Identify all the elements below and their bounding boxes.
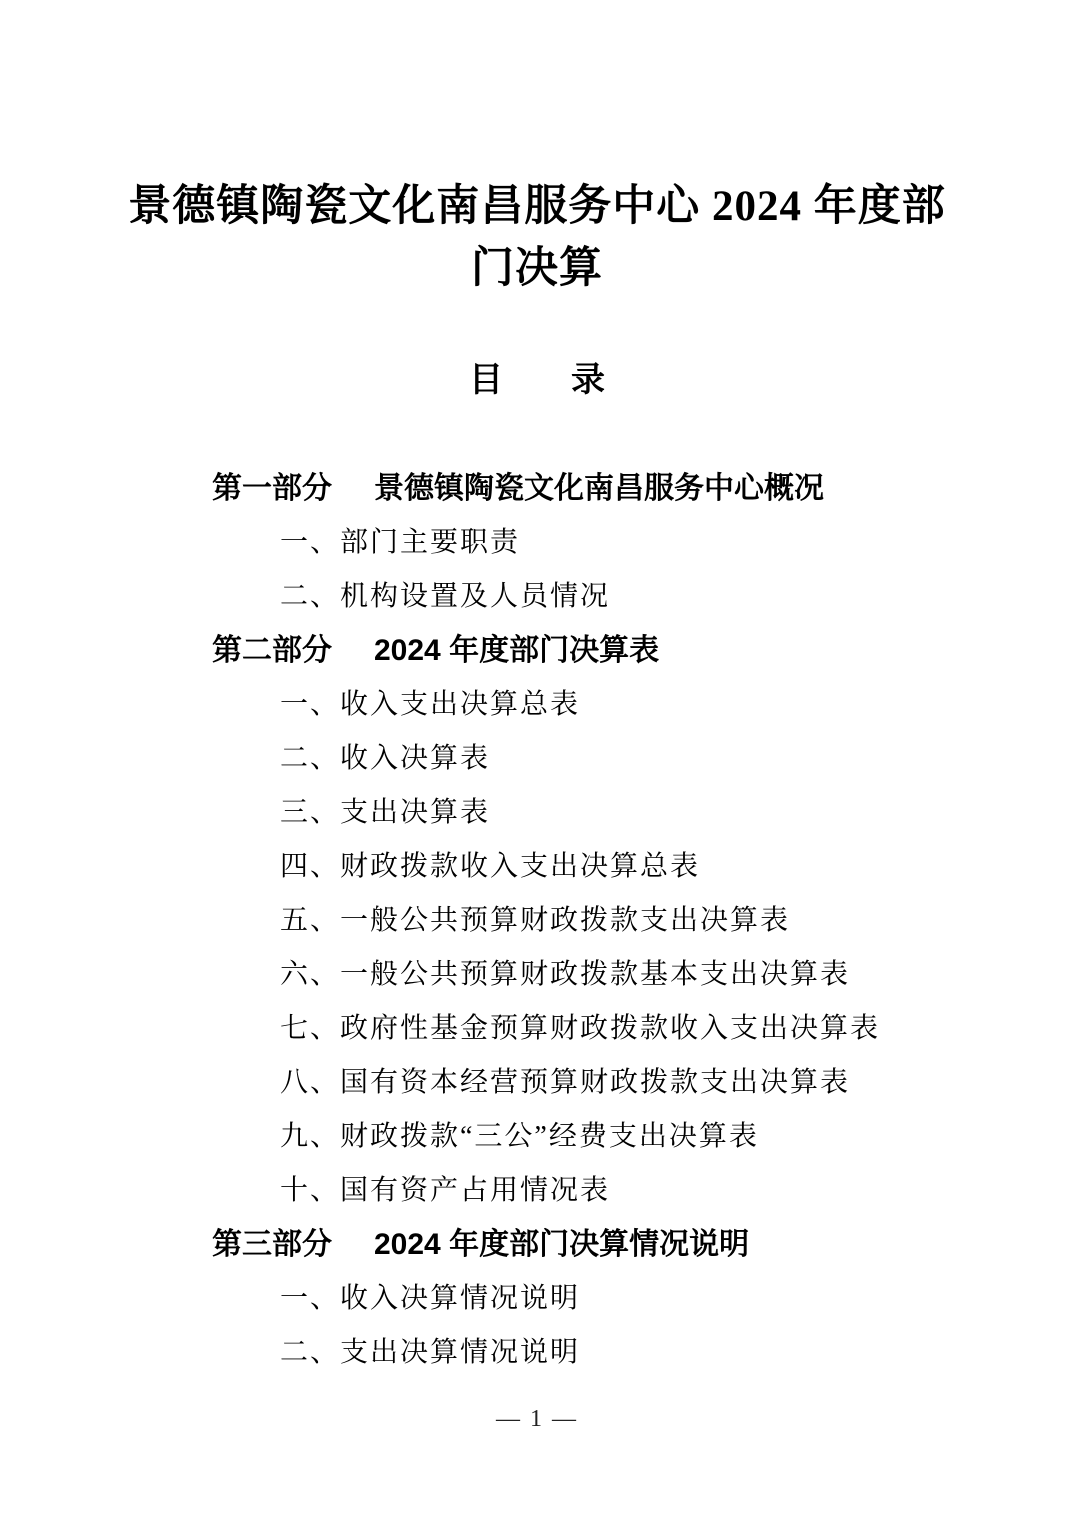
toc-item: 六、一般公共预算财政拨款基本支出决算表 <box>280 959 851 990</box>
section-part-label: 第二部分 <box>212 634 332 667</box>
toc-item: 三、支出决算表 <box>280 797 491 828</box>
toc-item: 二、支出决算情况说明 <box>280 1337 581 1368</box>
table-of-contents <box>0 462 1074 1380</box>
toc-item: 七、政府性基金预算财政拨款收入支出决算表 <box>280 1013 881 1044</box>
toc-item: 八、国有资本经营预算财政拨款支出决算表 <box>280 1067 851 1098</box>
page-title-line-1: 景德镇陶瓷文化南昌服务中心 2024 年度部 <box>128 183 946 230</box>
toc-item: 九、财政拨款“三公”经费支出决算表 <box>280 1121 759 1152</box>
section-part-label: 第三部分 <box>212 1228 332 1261</box>
toc-item: 二、收入决算表 <box>280 743 491 774</box>
toc-item: 五、一般公共预算财政拨款支出决算表 <box>280 905 791 936</box>
section-part-label: 第一部分 <box>212 472 332 505</box>
contents-heading: 目 录 <box>469 362 605 399</box>
toc-item: 一、部门主要职责 <box>280 527 521 558</box>
toc-section <box>0 624 1074 1218</box>
page-title-line-2: 门决算 <box>471 245 603 292</box>
section-title-label: 2024 年度部门决算表 <box>374 634 660 667</box>
toc-section <box>0 462 1074 624</box>
page-title <box>0 0 1074 300</box>
section-heading <box>0 462 1074 516</box>
toc-item: 二、机构设置及人员情况 <box>280 581 611 612</box>
section-title-label: 2024 年度部门决算情况说明 <box>374 1228 750 1261</box>
toc-item: 十、国有资产占用情况表 <box>280 1175 611 1206</box>
section-title-label: 景德镇陶瓷文化南昌服务中心概况 <box>374 472 824 505</box>
section-heading <box>0 624 1074 678</box>
page-number: — 1 — <box>496 1406 578 1432</box>
toc-item: 四、财政拨款收入支出决算总表 <box>280 851 701 882</box>
page-footer <box>0 1404 1074 1434</box>
toc-section <box>0 1218 1074 1380</box>
toc-item: 一、收入决算情况说明 <box>280 1283 581 1314</box>
section-heading <box>0 1218 1074 1272</box>
toc-item: 一、收入支出决算总表 <box>280 689 581 720</box>
